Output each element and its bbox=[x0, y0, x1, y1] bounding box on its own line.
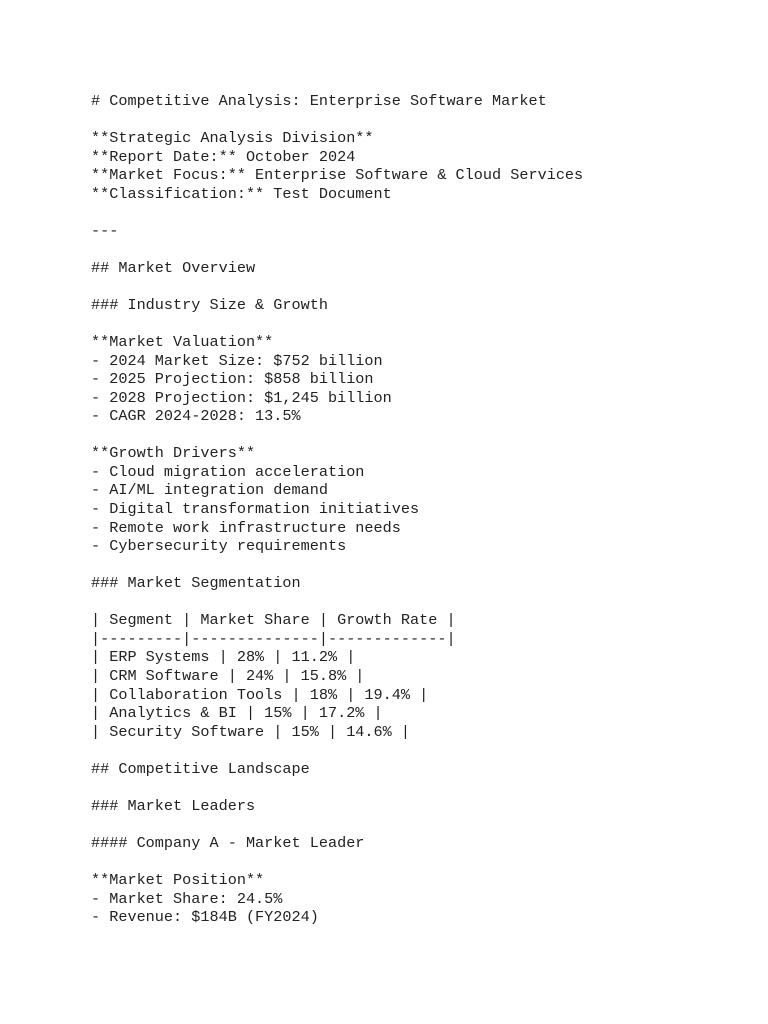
table-row: | ERP Systems | 28% | 11.2% | bbox=[91, 648, 356, 667]
subsection-heading-industry-size: ### Industry Size & Growth bbox=[91, 296, 328, 315]
horizontal-rule: --- bbox=[91, 221, 119, 240]
table-row: | Analytics & BI | 15% | 17.2% | bbox=[91, 704, 383, 723]
blank-line bbox=[91, 593, 751, 612]
subsection-heading-market-segmentation: ### Market Segmentation bbox=[91, 574, 301, 593]
table-row: | CRM Software | 24% | 15.8% | bbox=[91, 666, 365, 685]
growth-drivers-label: **Growth Drivers** bbox=[91, 444, 256, 463]
blank-line bbox=[91, 815, 751, 834]
list-item: - Cybersecurity requirements bbox=[91, 537, 347, 556]
blank-line bbox=[91, 426, 751, 445]
meta-division: **Strategic Analysis Division** bbox=[91, 129, 374, 148]
blank-line bbox=[91, 203, 751, 222]
blank-line bbox=[91, 111, 751, 130]
table-row: | Security Software | 15% | 14.6% | bbox=[91, 722, 410, 741]
list-item: - 2028 Projection: $1,245 billion bbox=[91, 388, 392, 407]
blank-line bbox=[91, 778, 751, 797]
table-header-row: | Segment | Market Share | Growth Rate | bbox=[91, 611, 456, 630]
blank-line bbox=[91, 852, 751, 871]
list-item: - Revenue: $184B (FY2024) bbox=[91, 908, 319, 927]
blank-line bbox=[91, 741, 751, 760]
company-heading: #### Company A - Market Leader bbox=[91, 833, 365, 852]
document-title: # Competitive Analysis: Enterprise Software Market bbox=[91, 92, 547, 110]
list-item: - 2024 Market Size: $752 billion bbox=[91, 351, 383, 370]
section-heading-market-overview: ## Market Overview bbox=[91, 258, 256, 277]
table-row: | Collaboration Tools | 18% | 19.4% | bbox=[91, 685, 429, 704]
list-item: - CAGR 2024-2028: 13.5% bbox=[91, 407, 301, 426]
list-item: - AI/ML integration demand bbox=[91, 481, 328, 500]
blank-line bbox=[91, 277, 751, 296]
list-item: - Market Share: 24.5% bbox=[91, 889, 283, 908]
section-heading-competitive-landscape: ## Competitive Landscape bbox=[91, 759, 310, 778]
list-item: - Remote work infrastructure needs bbox=[91, 518, 401, 537]
blank-line bbox=[91, 315, 751, 334]
meta-classification: **Classification:** Test Document bbox=[91, 184, 392, 203]
subsection-heading-market-leaders: ### Market Leaders bbox=[91, 796, 256, 815]
list-item: - Cloud migration acceleration bbox=[91, 462, 365, 481]
meta-market-focus: **Market Focus:** Enterprise Software & Cloud Services bbox=[91, 166, 584, 185]
meta-report-date: **Report Date:** October 2024 bbox=[91, 147, 356, 166]
list-item: - Digital transformation initiatives bbox=[91, 500, 420, 519]
market-valuation-label: **Market Valuation** bbox=[91, 333, 274, 352]
blank-line bbox=[91, 556, 751, 575]
market-position-label: **Market Position** bbox=[91, 870, 265, 889]
blank-line bbox=[91, 240, 751, 259]
table-separator-row: |---------|--------------|-------------| bbox=[91, 629, 456, 648]
document-page bbox=[91, 92, 751, 927]
list-item: - 2025 Projection: $858 billion bbox=[91, 370, 374, 389]
